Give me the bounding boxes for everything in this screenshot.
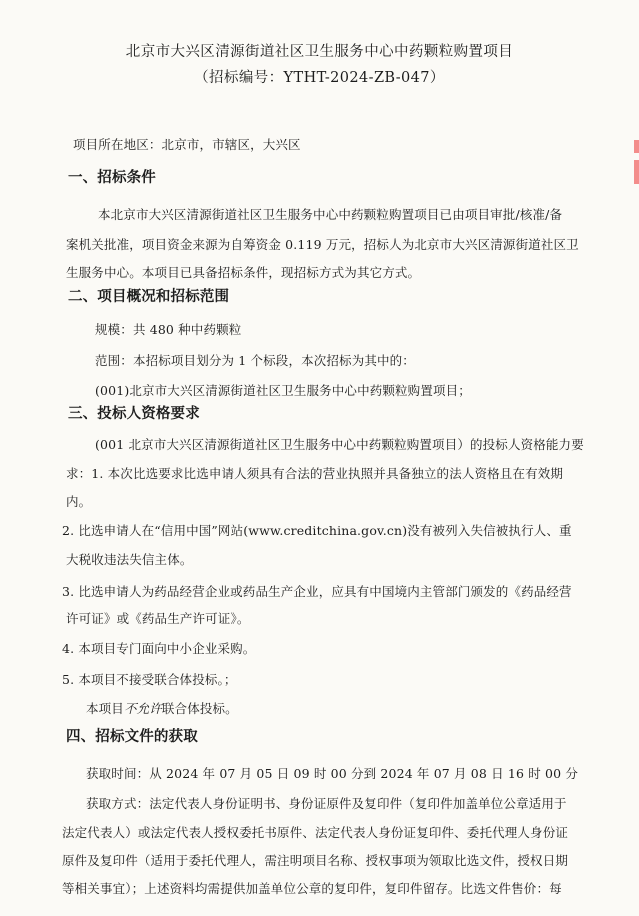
project-location: 项目所在地区：北京市，市辖区，大兴区 — [73, 137, 301, 152]
consortium-note — [86, 701, 238, 717]
section-1-paragraph-line: 本北京市大兴区清源街道社区卫生服务中心中药颗粒购置项目已由项目审批/核准/备 — [98, 207, 563, 222]
red-seal-edge-mark — [634, 140, 639, 184]
section-4-heading: 四、招标文件的获取 — [66, 729, 198, 745]
project-lot: (001)北京市大兴区清源街道社区卫生服务中心中药颗粒购置项目； — [95, 383, 471, 398]
requirement-4: 4. 本项目专门面向中小企业采购。 — [62, 641, 256, 656]
consortium-note-part: 联合体投标。 — [161, 701, 238, 716]
section-1-paragraph-line: 案机关批准，项目资金来源为自筹资金 0.119 万元，招标人为北京市大兴区清源街道社区卫 — [66, 237, 579, 252]
acquisition-method-line: 等相关事宜）；上述资料均需提供加盖单位公章的复印件，复印件留存。比选文件售价：每 — [62, 881, 562, 896]
qualification-intro-line: (001 北京市大兴区清源街道社区卫生服务中心中药颗粒购置项目）的投标人资格能力要 — [95, 437, 584, 452]
consortium-note-part: 本项目 — [86, 701, 124, 716]
requirement-2-line: 大税收违法失信主体。 — [66, 552, 193, 567]
project-scope: 范围：本招标项目划分为 1 个标段，本次招标为其中的： — [95, 353, 415, 368]
section-1-paragraph-line: 生服务中心。本项目已具备招标条件，现招标方式为其它方式。 — [66, 265, 421, 280]
acquisition-method-line: 获取方式：法定代表人身份证明书、身份证原件及复印件（复印件加盖单位公章适用于 — [86, 796, 567, 811]
project-scale: 规模：共 480 种中药颗粒 — [95, 322, 242, 337]
qualification-intro-line: 内。 — [66, 494, 92, 509]
acquisition-method-line: 法定代表人）或法定代表人授权委托书原件、法定代表人身份证复印件、委托代理人身份证 — [62, 825, 569, 840]
acquisition-time: 获取时间：从 2024 年 07 月 05 日 09 时 00 分到 2024 年 07 月 08 日 16 时 00 分 — [86, 766, 578, 781]
document-title: 北京市大兴区清源街道社区卫生服务中心中药颗粒购置项目 — [125, 44, 514, 60]
tender-code: （招标编号：YTHT-2024-ZB-047） — [194, 70, 445, 86]
consortium-note-emphasis: 不允许 — [123, 701, 162, 716]
requirement-2-line: 2. 比选申请人在“信用中国”网站(www.creditchina.gov.cn)没有被列入失信被执行人、重 — [62, 523, 572, 538]
section-2-heading: 二、项目概况和招标范围 — [68, 289, 230, 305]
qualification-intro-line: 求：1. 本次比选要求比选申请人须具有合法的营业执照并具备独立的法人资格且在有效期 — [66, 466, 564, 481]
requirement-5: 5. 本项目不接受联合体投标。； — [62, 672, 237, 687]
requirement-3-line: 许可证》或《药品生产许可证》。 — [66, 611, 250, 626]
section-3-heading: 三、投标人资格要求 — [68, 406, 200, 422]
requirement-3-line: 3. 比选申请人为药品经营企业或药品生产企业，应具有中国境内主管部门颁发的《药品经营 — [62, 584, 572, 599]
acquisition-method-line: 原件及复印件（适用于委托代理人，需注明项目名称、授权事项为领取比选文件，授权日期 — [62, 853, 569, 868]
section-1-heading: 一、招标条件 — [68, 170, 156, 186]
